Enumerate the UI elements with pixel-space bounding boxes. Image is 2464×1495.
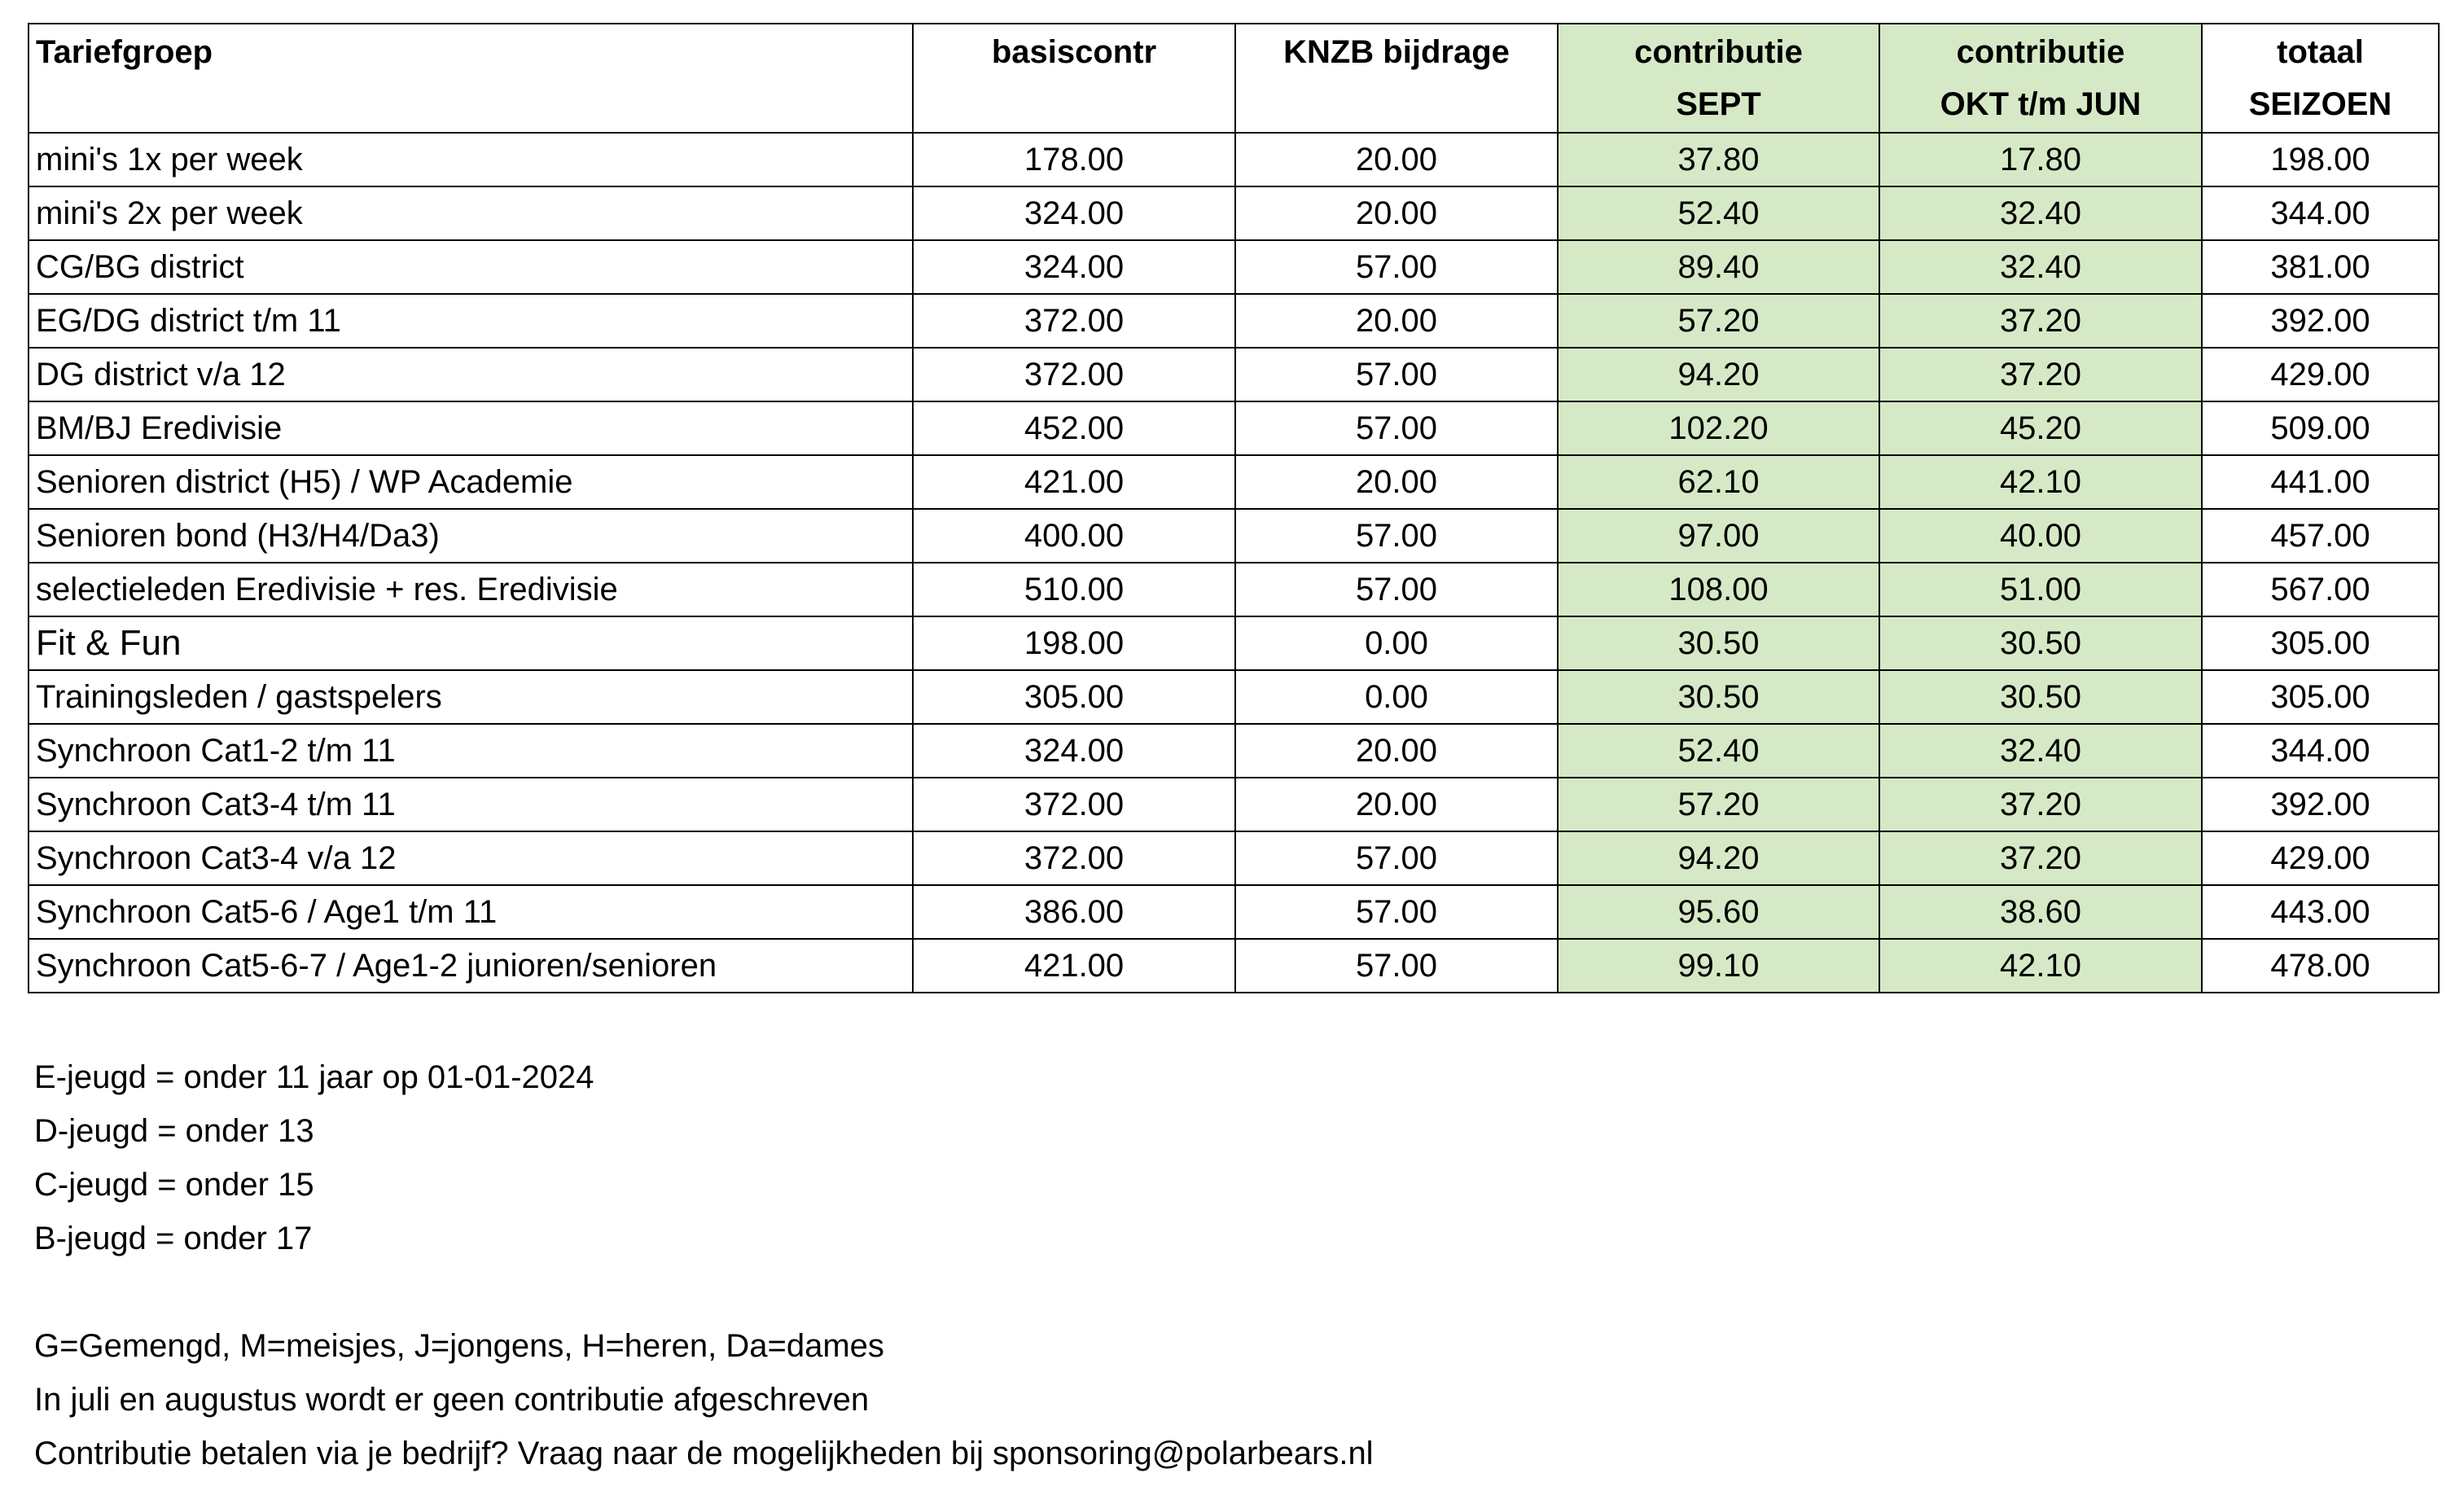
cell-tariefgroep: mini's 1x per week: [28, 133, 913, 186]
cell-knzb-bijdrage: 20.00: [1235, 294, 1558, 348]
cell-tariefgroep: Fit & Fun: [28, 616, 913, 670]
cell-contributie-okt-jun: 38.60: [1879, 885, 2202, 939]
cell-basiscontr: 372.00: [913, 778, 1235, 831]
cell-totaal-seizoen: 429.00: [2202, 831, 2439, 885]
cell-totaal-seizoen: 429.00: [2202, 348, 2439, 401]
cell-contributie-sept: 94.20: [1558, 831, 1879, 885]
cell-knzb-bijdrage: 20.00: [1235, 778, 1558, 831]
cell-tariefgroep: Synchroon Cat5-6 / Age1 t/m 11: [28, 885, 913, 939]
note-line: D-jeugd = onder 13: [34, 1113, 314, 1149]
table-row: [28, 939, 2439, 993]
table-row: [28, 186, 2439, 240]
table-row: [28, 348, 2439, 401]
note-line: C-jeugd = onder 15: [34, 1167, 314, 1203]
cell-totaal-seizoen: 305.00: [2202, 616, 2439, 670]
cell-knzb-bijdrage: 57.00: [1235, 831, 1558, 885]
tariff-table: [28, 23, 2440, 993]
cell-contributie-okt-jun: 40.00: [1879, 509, 2202, 563]
cell-totaal-seizoen: 305.00: [2202, 670, 2439, 724]
table-row: [28, 616, 2439, 670]
cell-basiscontr: 510.00: [913, 563, 1235, 616]
cell-basiscontr: 372.00: [913, 348, 1235, 401]
cell-contributie-okt-jun: 37.20: [1879, 831, 2202, 885]
table-row: [28, 778, 2439, 831]
cell-contributie-okt-jun: 37.20: [1879, 348, 2202, 401]
cell-knzb-bijdrage: 20.00: [1235, 186, 1558, 240]
cell-knzb-bijdrage: 0.00: [1235, 616, 1558, 670]
cell-basiscontr: 386.00: [913, 885, 1235, 939]
table-row: [28, 509, 2439, 563]
cell-contributie-okt-jun: 32.40: [1879, 724, 2202, 778]
tariff-body: [28, 133, 2439, 993]
header-basiscontr: [913, 24, 1235, 133]
header-line: Tariefgroep: [36, 34, 213, 70]
cell-knzb-bijdrage: 20.00: [1235, 724, 1558, 778]
table-row: [28, 831, 2439, 885]
cell-totaal-seizoen: 344.00: [2202, 186, 2439, 240]
header-line: basiscontr: [991, 34, 1157, 70]
cell-tariefgroep: Senioren district (H5) / WP Academie: [28, 455, 913, 509]
cell-basiscontr: 372.00: [913, 831, 1235, 885]
cell-basiscontr: 372.00: [913, 294, 1235, 348]
cell-knzb-bijdrage: 20.00: [1235, 133, 1558, 186]
cell-basiscontr: 324.00: [913, 724, 1235, 778]
cell-knzb-bijdrage: 57.00: [1235, 348, 1558, 401]
cell-tariefgroep: Synchroon Cat3-4 t/m 11: [28, 778, 913, 831]
table-row: [28, 563, 2439, 616]
cell-knzb-bijdrage: 57.00: [1235, 939, 1558, 993]
cell-totaal-seizoen: 567.00: [2202, 563, 2439, 616]
table-row: [28, 670, 2439, 724]
cell-contributie-sept: 52.40: [1558, 186, 1879, 240]
header-line: contributie: [1956, 34, 2125, 70]
cell-totaal-seizoen: 381.00: [2202, 240, 2439, 294]
cell-tariefgroep: EG/DG district t/m 11: [28, 294, 913, 348]
cell-basiscontr: 452.00: [913, 401, 1235, 455]
cell-contributie-okt-jun: 17.80: [1879, 133, 2202, 186]
cell-contributie-okt-jun: 30.50: [1879, 670, 2202, 724]
cell-contributie-sept: 95.60: [1558, 885, 1879, 939]
note-line: In juli en augustus wordt er geen contributie afgeschreven: [34, 1382, 870, 1418]
cell-contributie-sept: 108.00: [1558, 563, 1879, 616]
cell-tariefgroep: selectieleden Eredivisie + res. Eredivisie: [28, 563, 913, 616]
cell-basiscontr: 324.00: [913, 186, 1235, 240]
header-line: contributie: [1634, 34, 1803, 70]
cell-totaal-seizoen: 392.00: [2202, 294, 2439, 348]
cell-knzb-bijdrage: 57.00: [1235, 885, 1558, 939]
cell-contributie-okt-jun: 45.20: [1879, 401, 2202, 455]
cell-contributie-okt-jun: 37.20: [1879, 294, 2202, 348]
cell-knzb-bijdrage: 20.00: [1235, 455, 1558, 509]
cell-contributie-sept: 97.00: [1558, 509, 1879, 563]
cell-contributie-sept: 57.20: [1558, 294, 1879, 348]
cell-tariefgroep: DG district v/a 12: [28, 348, 913, 401]
cell-totaal-seizoen: 509.00: [2202, 401, 2439, 455]
cell-contributie-sept: 62.10: [1558, 455, 1879, 509]
general-notes: [34, 1319, 1374, 1480]
header-totaal-seizoen: [2202, 24, 2439, 133]
header-line: SEIZOEN: [2248, 86, 2392, 122]
cell-contributie-sept: 37.80: [1558, 133, 1879, 186]
cell-knzb-bijdrage: 0.00: [1235, 670, 1558, 724]
cell-basiscontr: 178.00: [913, 133, 1235, 186]
cell-basiscontr: 324.00: [913, 240, 1235, 294]
cell-contributie-okt-jun: 32.40: [1879, 186, 2202, 240]
header-line: OKT t/m JUN: [1940, 86, 2142, 122]
cell-contributie-okt-jun: 30.50: [1879, 616, 2202, 670]
table-row: [28, 724, 2439, 778]
note-line: Contributie betalen via je bedrijf? Vraag naar de mogelijkheden bij sponsoring@polarbears.nl: [34, 1436, 1374, 1471]
cell-knzb-bijdrage: 57.00: [1235, 240, 1558, 294]
header-row: [28, 24, 2439, 133]
header-tariefgroep: [28, 24, 913, 133]
cell-tariefgroep: Synchroon Cat5-6-7 / Age1-2 junioren/senioren: [28, 939, 913, 993]
cell-tariefgroep: Senioren bond (H3/H4/Da3): [28, 509, 913, 563]
cell-totaal-seizoen: 478.00: [2202, 939, 2439, 993]
cell-contributie-sept: 102.20: [1558, 401, 1879, 455]
cell-tariefgroep: Synchroon Cat3-4 v/a 12: [28, 831, 913, 885]
cell-contributie-okt-jun: 37.20: [1879, 778, 2202, 831]
header-line: totaal: [2277, 34, 2364, 70]
cell-contributie-sept: 52.40: [1558, 724, 1879, 778]
table-row: [28, 294, 2439, 348]
cell-contributie-sept: 30.50: [1558, 616, 1879, 670]
table-row: [28, 240, 2439, 294]
youth-notes: [34, 1050, 594, 1265]
table-row: [28, 401, 2439, 455]
cell-basiscontr: 305.00: [913, 670, 1235, 724]
cell-contributie-okt-jun: 51.00: [1879, 563, 2202, 616]
cell-basiscontr: 421.00: [913, 939, 1235, 993]
cell-knzb-bijdrage: 57.00: [1235, 509, 1558, 563]
table-row: [28, 455, 2439, 509]
cell-basiscontr: 400.00: [913, 509, 1235, 563]
cell-contributie-sept: 89.40: [1558, 240, 1879, 294]
cell-contributie-okt-jun: 32.40: [1879, 240, 2202, 294]
note-line: B-jeugd = onder 17: [34, 1221, 313, 1256]
cell-contributie-sept: 99.10: [1558, 939, 1879, 993]
cell-basiscontr: 421.00: [913, 455, 1235, 509]
header-knzb-bijdrage: [1235, 24, 1558, 133]
cell-contributie-okt-jun: 42.10: [1879, 455, 2202, 509]
cell-totaal-seizoen: 457.00: [2202, 509, 2439, 563]
header-contributie-okt-jun: [1879, 24, 2202, 133]
cell-tariefgroep: Trainingsleden / gastspelers: [28, 670, 913, 724]
note-line: G=Gemengd, M=meisjes, J=jongens, H=heren, Da=dames: [34, 1328, 884, 1364]
cell-totaal-seizoen: 441.00: [2202, 455, 2439, 509]
cell-totaal-seizoen: 198.00: [2202, 133, 2439, 186]
table-row: [28, 133, 2439, 186]
cell-tariefgroep: Synchroon Cat1-2 t/m 11: [28, 724, 913, 778]
cell-contributie-sept: 94.20: [1558, 348, 1879, 401]
note-line: E-jeugd = onder 11 jaar op 01-01-2024: [34, 1059, 594, 1095]
table-row: [28, 885, 2439, 939]
cell-knzb-bijdrage: 57.00: [1235, 563, 1558, 616]
cell-totaal-seizoen: 344.00: [2202, 724, 2439, 778]
cell-tariefgroep: CG/BG district: [28, 240, 913, 294]
cell-contributie-sept: 57.20: [1558, 778, 1879, 831]
cell-tariefgroep: mini's 2x per week: [28, 186, 913, 240]
cell-knzb-bijdrage: 57.00: [1235, 401, 1558, 455]
cell-totaal-seizoen: 392.00: [2202, 778, 2439, 831]
header-contributie-sept: [1558, 24, 1879, 133]
header-line: SEPT: [1676, 86, 1761, 122]
cell-totaal-seizoen: 443.00: [2202, 885, 2439, 939]
cell-tariefgroep: BM/BJ Eredivisie: [28, 401, 913, 455]
cell-contributie-sept: 30.50: [1558, 670, 1879, 724]
cell-basiscontr: 198.00: [913, 616, 1235, 670]
header-line: KNZB bijdrage: [1283, 34, 1510, 70]
cell-contributie-okt-jun: 42.10: [1879, 939, 2202, 993]
